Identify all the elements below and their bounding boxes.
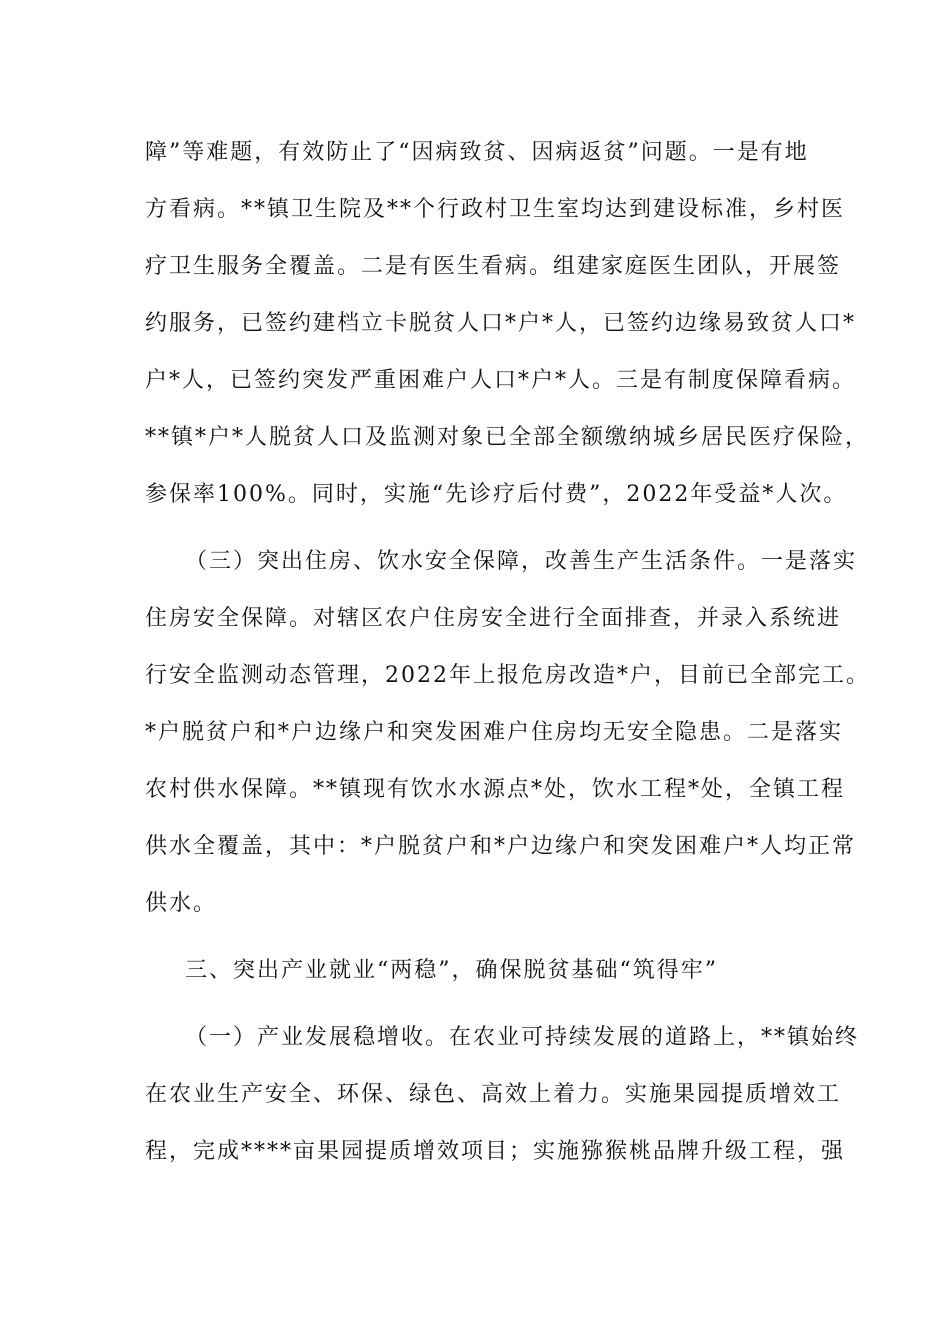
text-line: 障”等难题，有效防止了“因病致贫、因病返贫”问题。一是有地 xyxy=(145,140,809,165)
text-line: 户*人，已签约突发严重困难户人口*户*人。三是有制度保障看病。 xyxy=(145,368,857,393)
text-line: 供水。 xyxy=(145,891,218,916)
section-heading: 三、突出产业就业“两稳”，确保脱贫基础“筑得牢” xyxy=(185,958,718,983)
text-line: 在农业生产安全、环保、绿色、高效上着力。实施果园提质增效工 xyxy=(145,1082,842,1107)
text-line: 供水全覆盖，其中：*户脱贫户和*户边缘户和突发困难户*人均正常 xyxy=(145,834,857,859)
text-line: 程，完成****亩果园提质增效项目；实施猕猴桃品牌升级工程，强 xyxy=(145,1139,846,1164)
text-line: *户脱贫户和*户边缘户和突发困难户住房均无安全隐患。二是落实 xyxy=(145,720,844,745)
paragraph-heading-line: （一）产业发展稳增收。在农业可持续发展的道路上，**镇始终 xyxy=(185,1025,860,1050)
text-line: 参保率100%。同时，实施“先诊疗后付费”，2022年受益*人次。 xyxy=(145,482,848,507)
text-line: **镇*户*人脱贫人口及监测对象已全部全额缴纳城乡居民医疗保险， xyxy=(145,425,870,450)
text-line: 住房安全保障。对辖区农户住房安全进行全面排查，并录入系统进 xyxy=(145,606,842,631)
text-line: 方看病。**镇卫生院及**个行政村卫生室均达到建设标准，乡村医 xyxy=(145,197,846,222)
paragraph-heading-line: （三）突出住房、饮水安全保障，改善生产生活条件。一是落实 xyxy=(185,549,858,574)
text-line: 疗卫生服务全覆盖。二是有医生看病。组建家庭医生团队，开展签 xyxy=(145,254,842,279)
text-line: 约服务，已签约建档立卡脱贫人口*户*人，已签约边缘易致贫人口* xyxy=(145,311,857,336)
text-line: 农村供水保障。**镇现有饮水水源点*处，饮水工程*处，全镇工程 xyxy=(145,777,846,802)
text-line: 行安全监测动态管理，2022年上报危房改造*户，目前已全部完工。 xyxy=(145,663,870,688)
